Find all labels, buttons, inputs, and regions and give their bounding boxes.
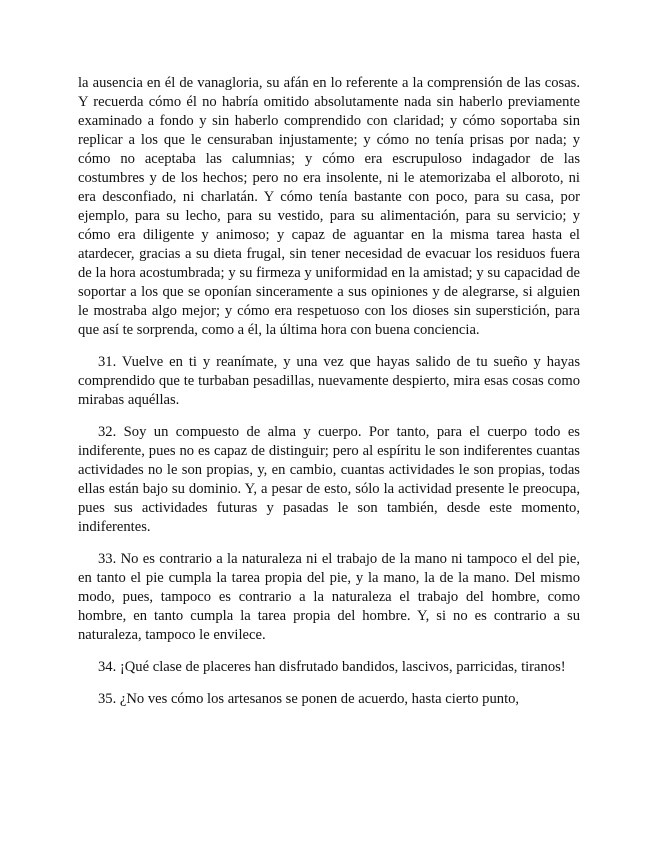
paragraph-32: 32. Soy un compuesto de alma y cuerpo. Por tanto, para el cuerpo todo es indiferente, pues no es capaz de distinguir; pero al espíritu le son indiferentes cuantas actividades no le son propias, y, en cambio, cuantas actividades le son propias, todas ellas están bajo su dominio. Y, a pesar de esto, sólo la actividad presente le preocupa, pues sus actividades futuras y pasadas le son también, desde este momento, indiferentes.: [78, 424, 580, 535]
paragraph-continuation: la ausencia en él de vanagloria, su afán en lo referente a la comprensión de las cosas. Y recuerda cómo él no habría omitido absolutamente nada sin haberlo previamente examinado a fondo y sin haberlo comprendido con claridad; y cómo soportaba sin replicar a los que le censuraban injustamente; y cómo no tenía prisas por nada; y cómo no aceptaba las calumnias; y cómo era escrupuloso indagador de las costumbres y de los hechos; pero no era insolente, ni le atemorizaba el alboroto, ni era desconfiado, ni charlatán. Y cómo tenía bastante con poco, para su casa, por ejemplo, para su lecho, para su vestido, para su alimentación, para su servicio; y cómo era diligente y animoso; y capaz de aguantar en la misma tarea hasta el atardecer, gracias a su dieta frugal, sin tener necesidad de evacuar los residuos fuera de la hora acostumbrada; y su firmeza y uniformidad en la amistad; y su capacidad de soportar a los que se oponían sinceramente a sus opiniones y de alegrarse, si alguien le mostraba algo mejor; y cómo era respetuoso con los dioses sin superstición, para que así te sorprenda, como a él, la última hora con buena conciencia.: [78, 75, 580, 338]
paragraph-31: 31. Vuelve en ti y reanímate, y una vez que hayas salido de tu sueño y hayas comprendido que te turbaban pesadillas, nuevamente despierto, mira esas cosas como mirabas aquéllas.: [78, 354, 580, 408]
page-body: [78, 74, 580, 722]
paragraph-33: 33. No es contrario a la naturaleza ni el trabajo de la mano ni tampoco el del pie, en tanto el pie cumpla la tarea propia del pie, y la mano, la de la mano. Del mismo modo, pues, tampoco es contrario a la naturaleza el trabajo del hombre, como hombre, en tanto cumpla la tarea propia del hombre. Y, si no es contrario a su naturaleza, tampoco le envilece.: [78, 551, 580, 643]
paragraph-34: 34. ¡Qué clase de placeres han disfrutado bandidos, lascivos, parricidas, tiranos!: [98, 659, 566, 675]
paragraph-35: 35. ¿No ves cómo los artesanos se ponen de acuerdo, hasta cierto punto,: [98, 691, 520, 707]
